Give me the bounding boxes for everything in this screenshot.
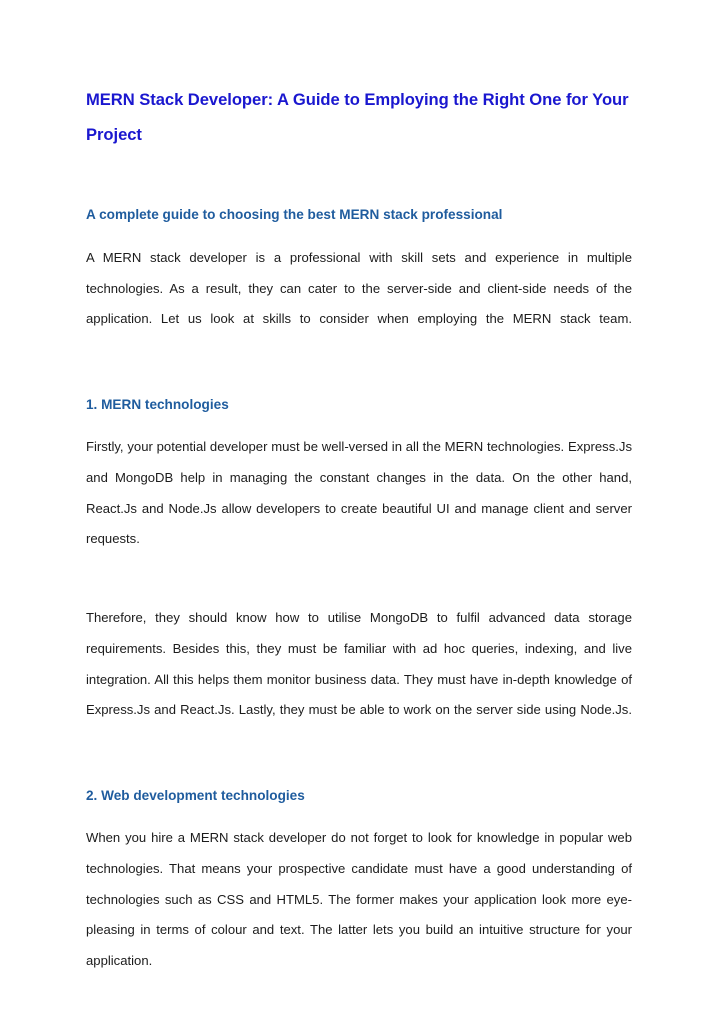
document-content [86, 82, 632, 1007]
section-2-paragraph-1: When you hire a MERN stack developer do not forget to look for knowledge in popular web technologies. That means your prospective candidate must have a good understanding of technologies such as CSS and HTML5. The former makes your application look more eye-pleasing in terms of colour and text. The latter lets you build an intuitive structure for your application. [86, 830, 632, 968]
intro-paragraph: A MERN stack developer is a professional with skill sets and experience in multiple technologies. As a result, they can cater to the server-side and client-side needs of the application. Let us look at skills to consider when employing the MERN stack team. [86, 250, 632, 327]
document-subheading: A complete guide to choosing the best MERN stack professional [86, 207, 503, 222]
section-heading-web-development-technologies: 2. Web development technologies [86, 788, 305, 804]
section-1-paragraph-2: Therefore, they should know how to utilise MongoDB to fulfil advanced data storage requirements. Besides this, they must be familiar with ad hoc queries, indexing, and live integration. All this helps them monitor business data. They must have in-depth knowledge of Express.Js and React.Js. Lastly, they must be able to work on the server side using Node.Js. [86, 610, 632, 718]
section-1-paragraph-1: Firstly, your potential developer must be well-versed in all the MERN technologies. Express.Js and MongoDB help in managing the constant changes in the data. On the other hand, React.Js and Node.Js allow developers to create beautiful UI and manage client and server requests. [86, 439, 632, 547]
page-title: MERN Stack Developer: A Guide to Employing the Right One for Your Project [86, 90, 629, 144]
section-heading-mern-technologies: 1. MERN technologies [86, 397, 229, 413]
